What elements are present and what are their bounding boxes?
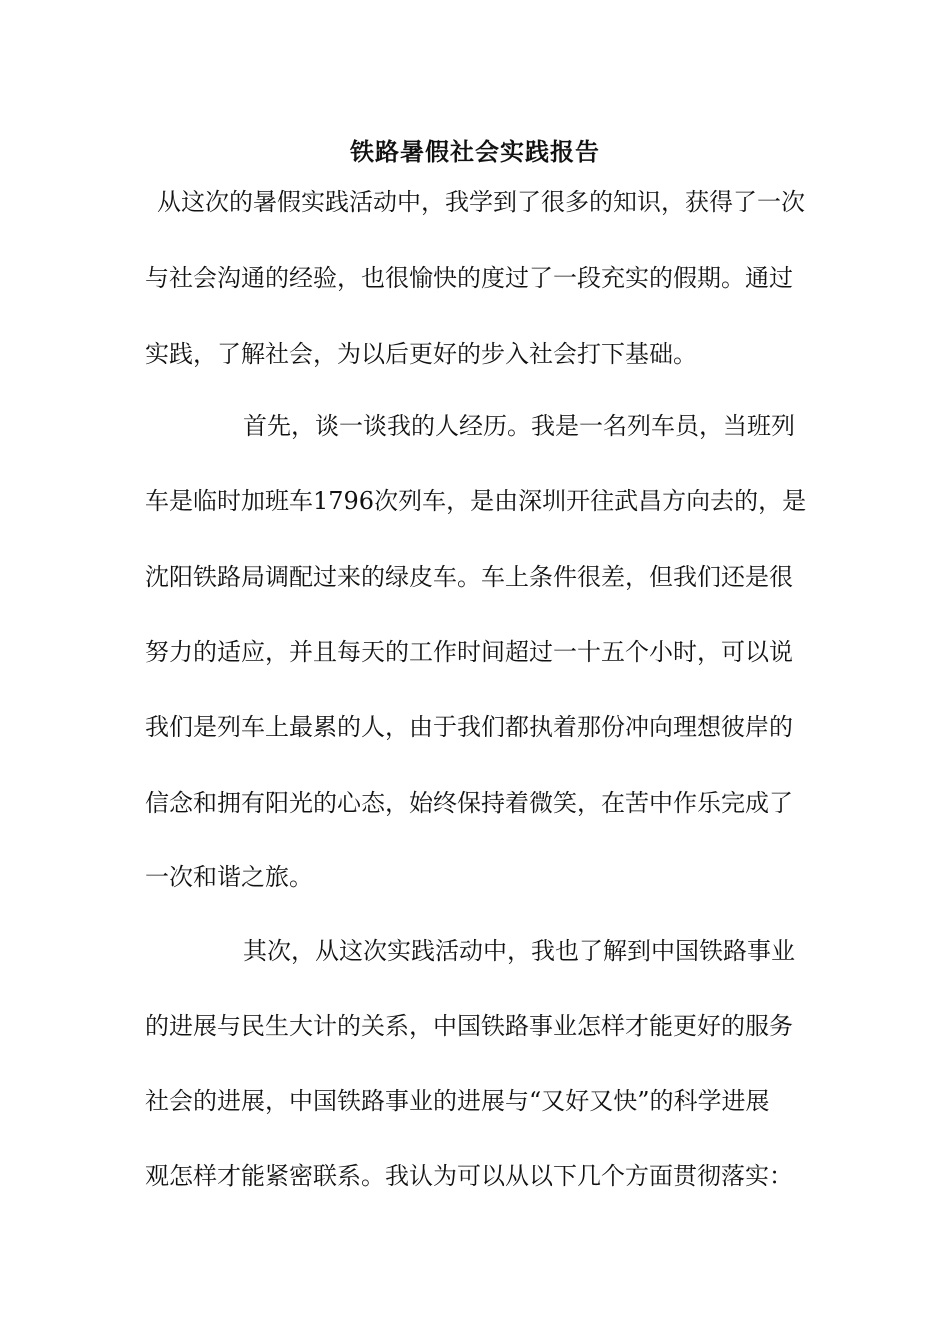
paragraph-2-line-2: 车是临时加班车1796次列车，是由深圳开往武昌方向去的，是 (145, 487, 807, 515)
paragraph-2-line-7: 一次和谐之旅。 (145, 863, 313, 891)
paragraph-1-line-1: 从这次的暑假实践活动中，我学到了很多的知识，获得了一次 (157, 188, 805, 216)
paragraph-1-line-3: 实践，了解社会，为以后更好的步入社会打下基础。 (145, 340, 697, 368)
paragraph-1-line-2: 与社会沟通的经验，也很愉快的度过了一段充实的假期。通过 (145, 264, 793, 292)
paragraph-3-line-2: 的进展与民生大计的关系，中国铁路事业怎样才能更好的服务 (145, 1012, 793, 1040)
paragraph-2-line-5: 我们是列车上最累的人，由于我们都执着那份冲向理想彼岸的 (145, 713, 793, 741)
document-title: 铁路暑假社会实践报告 (350, 137, 600, 166)
paragraph-2-line-1: 首先，谈一谈我的人经历。我是一名列车员，当班列 (243, 412, 795, 440)
paragraph-2-line-3: 沈阳铁路局调配过来的绿皮车。车上条件很差，但我们还是很 (145, 563, 793, 591)
paragraph-3-line-3: 社会的进展，中国铁路事业的进展与“又好又快”的科学进展 (145, 1087, 770, 1115)
paragraph-2-line-4: 努力的适应，并且每天的工作时间超过一十五个小时，可以说 (145, 638, 793, 666)
paragraph-2-line-6: 信念和拥有阳光的心态，始终保持着微笑，在苦中作乐完成了 (145, 789, 793, 817)
paragraph-3-line-4: 观怎样才能紧密联系。我认为可以从以下几个方面贯彻落实： (145, 1162, 793, 1190)
paragraph-3-line-1: 其次，从这次实践活动中，我也了解到中国铁路事业 (243, 937, 795, 965)
